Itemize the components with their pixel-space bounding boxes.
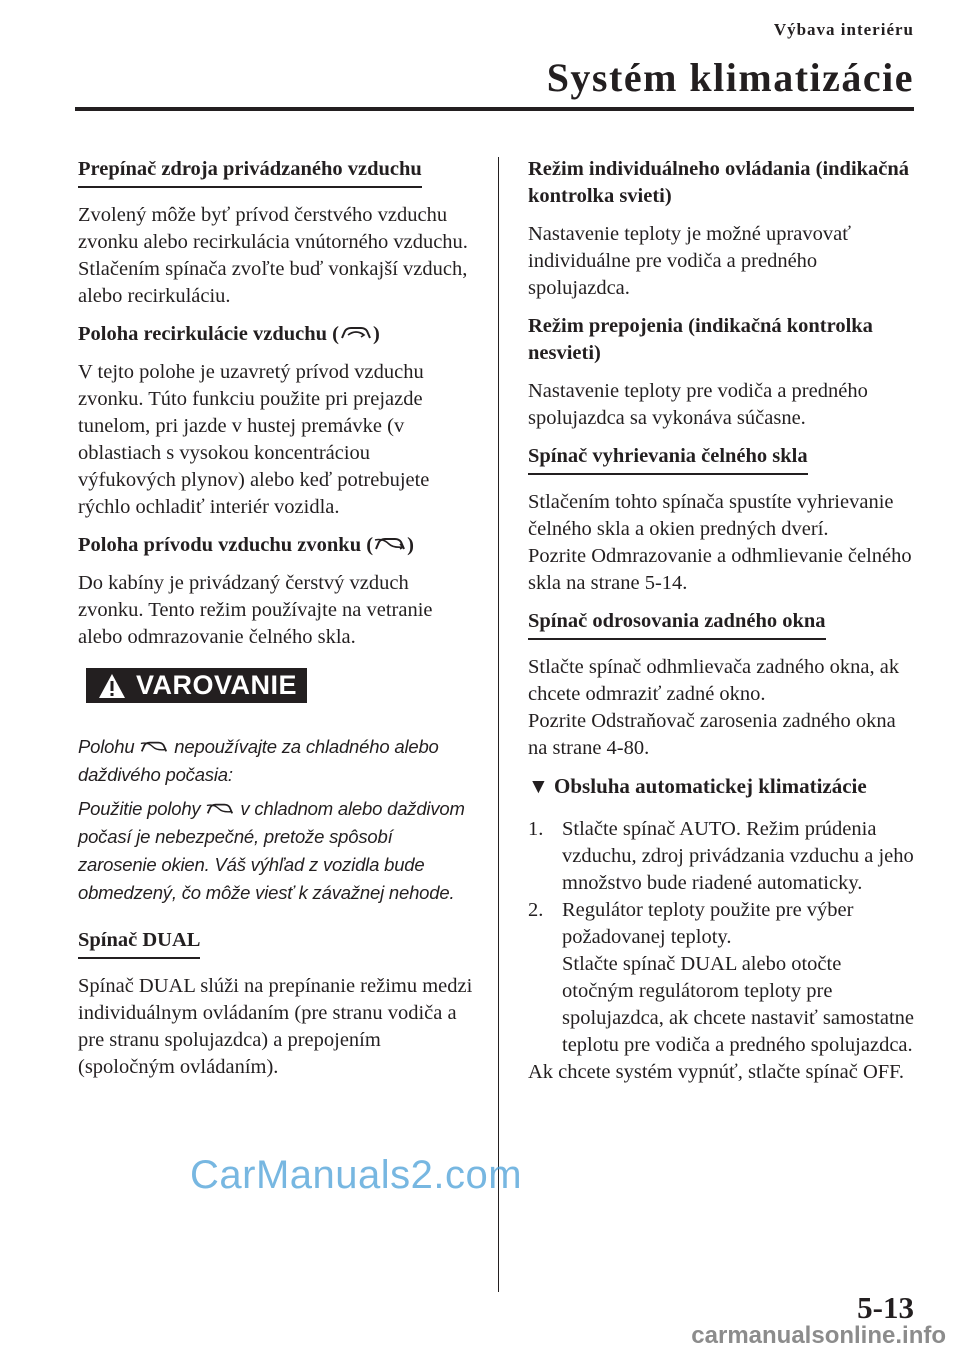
section-heading-air-source: Prepínač zdroja privádzaného vzduchu: [78, 156, 422, 188]
header-rule: [75, 107, 914, 111]
step-text: Regulátor teploty použite pre výber požadovanej teploty.: [562, 899, 854, 948]
off-text: Ak chcete systém vypnúť, stlačte spínač OFF.: [528, 1061, 905, 1083]
column-divider: [498, 157, 499, 1292]
individual-mode-heading: Režim individuálneho ovládania (indikačná kontrolka svieti): [528, 158, 910, 207]
step-text: Stlačte spínač AUTO. Režim prúdenia vzduchu, zdroj privádzania vzduchu a jeho množstvo bude riadené automaticky.: [562, 818, 914, 894]
auto-climate-heading-text: Obsluha automatickej klimatizácie: [554, 774, 867, 798]
fresh-air-car-icon: [373, 536, 407, 552]
windshield-body: Stlačením tohto spínača spustíte vyhrievanie čelného skla a okien predných dverí.: [528, 491, 894, 540]
fresh-air-car-icon: [205, 802, 235, 816]
linked-mode-heading: Režim prepojenia (indikačná kontrolka nesvieti): [528, 315, 873, 364]
step-number: 1.: [528, 818, 544, 840]
fresh-body: Do kabíny je privádzaný čerstvý vzduch zvonku. Tento režim používajte na vetranie alebo odmrazovanie čelného skla.: [78, 572, 433, 648]
air-source-body: Zvolený môže byť prívod čerstvého vzduchu zvonku alebo recirkulácia vnútorného vzduchu. Stlačením spínača zvoľte buď vonkajší vzduch, alebo recirkuláciu.: [78, 204, 468, 307]
header-section: Výbava interiéru: [773, 20, 914, 39]
dual-body: Spínač DUAL slúži na prepínanie režimu medzi individuálnym ovládaním (pre stranu vodiča a pre stranu spolujazdca) a prepojením (spoločným ovládaním).: [78, 975, 473, 1078]
fresh-heading-b: ): [407, 534, 414, 556]
watermark-footer: carmanualsonline.info: [691, 1322, 946, 1349]
left-column: [78, 156, 473, 1092]
section-heading-rear-window: Spínač odrosovania zadného okna: [528, 608, 826, 640]
right-column: [528, 156, 918, 1097]
individual-mode-body: Nastavenie teploty je možné upravovať individuálne pre vodiča a predného spolujazdca.: [528, 223, 851, 299]
recirc-heading: [78, 321, 473, 348]
linked-mode-body: Nastavenie teploty pre vodiča a predného spolujazdca sa vykonáva súčasne.: [528, 380, 868, 429]
fresh-heading-a: Poloha prívodu vzduchu zvonku (: [78, 534, 374, 556]
warning-label: VAROVANIE: [136, 670, 298, 700]
windshield-ref: Pozrite Odmrazovanie a odhmlievanie čelného skla na strane 5-14.: [528, 545, 912, 594]
triangle-marker-icon: ▼: [528, 774, 549, 798]
rear-window-ref: Pozrite Odstraňovač zarosenia zadného okna na strane 4-80.: [528, 710, 896, 759]
step-extra-text: Stlačte spínač DUAL alebo otočte otočným regulátorom teploty pre spolujazdca, ak chcete nastaviť samostatne teplotu pre vodiča a predného spolujazdca.: [562, 953, 914, 1056]
section-heading-windshield: Spínač vyhrievania čelného skla: [528, 443, 808, 475]
step-number: 2.: [528, 899, 544, 921]
auto-climate-heading: [528, 773, 918, 800]
list-item: [528, 816, 918, 897]
warning-banner: [86, 668, 307, 703]
warning-heading-b: nepoužívajte za chladného alebo daždivého počasia:: [78, 736, 439, 785]
warning-triangle-icon: [98, 673, 126, 699]
warning-body: [78, 795, 473, 907]
warning-heading-a: Polohu: [78, 736, 140, 757]
recirc-body: V tejto polohe je uzavretý prívod vzduchu zvonku. Túto funkciu použite pri prejazde tunelom, pri jazde v hustej premávke (v oblastiach s vysokou koncentráciou výfukových plynov) alebo keď potrebujete rýchlo ochladiť interiér vozidla.: [78, 361, 430, 518]
page-title: Systém klimatizácie: [546, 55, 914, 100]
fresh-air-car-icon: [139, 740, 169, 754]
recirculation-car-icon: [339, 325, 373, 341]
warning-heading: [78, 733, 473, 789]
watermark: CarManuals2.com: [190, 1153, 523, 1197]
rear-window-body: Stlačte spínač odhmlievača zadného okna, ak chcete odmraziť zadné okno.: [528, 656, 900, 705]
section-heading-dual: Spínač DUAL: [78, 927, 200, 959]
warning-body-a: Použitie polohy: [78, 798, 206, 819]
page-number: 5-13: [857, 1290, 914, 1325]
recirc-heading-a: Poloha recirkulácie vzduchu (: [78, 323, 339, 345]
recirc-heading-b: ): [373, 323, 380, 345]
list-item: [528, 897, 918, 1059]
warning-body-b: v chladnom alebo daždivom počasí je nebezpečné, pretože spôsobí zarosenie okien. Váš výhľad z vozidla bude obmedzený, čo môže viesť k závažnej nehode.: [78, 798, 465, 903]
steps-list: [528, 816, 918, 1059]
fresh-heading: [78, 532, 473, 559]
